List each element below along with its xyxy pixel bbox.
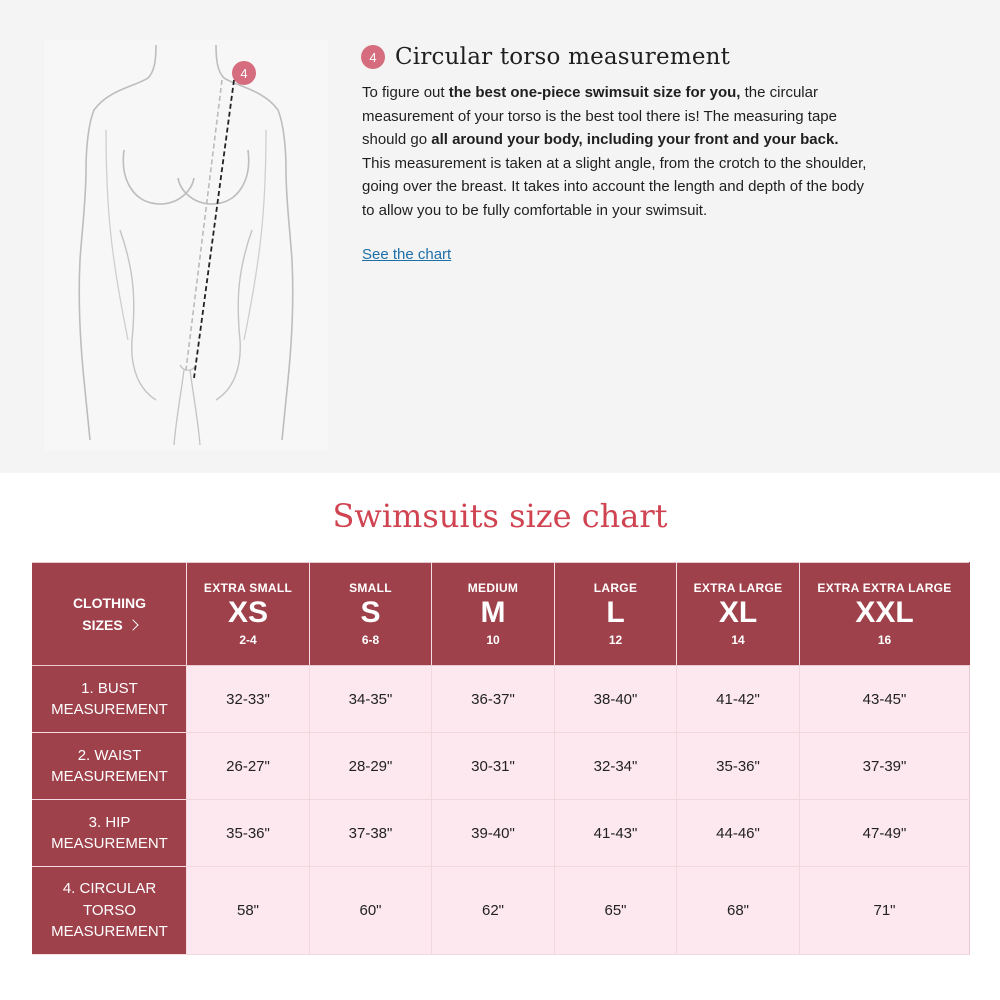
size-name: LARGE bbox=[593, 581, 638, 595]
size-number: 12 bbox=[608, 633, 623, 647]
table-cell: 47-49" bbox=[800, 800, 970, 867]
size-name: EXTRA SMALL bbox=[203, 581, 293, 595]
corner-label-line: SIZES bbox=[82, 617, 123, 633]
size-header-s bbox=[310, 563, 432, 666]
table-cell: 35-36" bbox=[677, 733, 800, 800]
table-cell: 62" bbox=[432, 867, 555, 955]
row-label-line: 4. CIRCULAR bbox=[62, 880, 157, 898]
size-name: MEDIUM bbox=[467, 581, 519, 595]
table-cell: 32-34" bbox=[555, 733, 677, 800]
table-row-waist bbox=[33, 733, 970, 800]
size-number: 10 bbox=[486, 633, 500, 647]
clothing-sizes-header[interactable] bbox=[33, 563, 187, 666]
row-label-line: TORSO bbox=[82, 901, 137, 919]
size-header-m bbox=[432, 563, 555, 666]
size-number: 14 bbox=[731, 633, 745, 647]
size-name: EXTRA EXTRA LARGE bbox=[817, 581, 952, 595]
size-number: 16 bbox=[877, 633, 892, 647]
table-cell: 43-45" bbox=[800, 666, 970, 733]
size-chart-title: Swimsuits size chart bbox=[332, 497, 668, 535]
table-cell: 41-43" bbox=[555, 800, 677, 867]
row-label-line: 1. BUST bbox=[81, 679, 138, 697]
table-cell: 36-37" bbox=[432, 666, 555, 733]
size-number: 2-4 bbox=[239, 633, 257, 647]
table-cell: 32-33" bbox=[187, 666, 310, 733]
row-label-bust bbox=[33, 666, 187, 733]
clothing-sizes-label bbox=[33, 592, 186, 636]
table-cell: 60" bbox=[310, 867, 432, 955]
body-illustration bbox=[44, 0, 328, 450]
size-number: 6-8 bbox=[361, 633, 380, 647]
figure-step-badge: 4 bbox=[240, 66, 248, 81]
step-text-bold: all around your body, including your front and your back. bbox=[431, 131, 839, 148]
step-heading bbox=[361, 44, 730, 70]
corner-label-line: CLOTHING bbox=[72, 595, 147, 611]
row-label-waist bbox=[33, 733, 187, 800]
row-label-line: MEASUREMENT bbox=[51, 835, 168, 852]
table-cell: 30-31" bbox=[432, 733, 555, 800]
table-cell: 35-36" bbox=[187, 800, 310, 867]
size-code: XS bbox=[227, 596, 269, 629]
size-code: M bbox=[480, 596, 506, 629]
chevron-right-icon bbox=[127, 619, 138, 630]
table-row-circular-torso bbox=[33, 867, 970, 955]
size-name: SMALL bbox=[349, 581, 392, 595]
step-number-badge: 4 bbox=[361, 45, 385, 69]
row-label-circular-torso bbox=[33, 867, 187, 955]
table-row-hip bbox=[33, 800, 970, 867]
table-cell: 44-46" bbox=[677, 800, 800, 867]
table-cell: 58" bbox=[187, 867, 310, 955]
see-chart-link[interactable]: See the chart bbox=[362, 246, 452, 263]
measurement-step-section bbox=[0, 0, 1000, 473]
row-label-line: MEASUREMENT bbox=[51, 923, 168, 941]
size-header-xs bbox=[187, 563, 310, 666]
table-cell: 37-38" bbox=[310, 800, 432, 867]
table-cell: 65" bbox=[555, 867, 677, 955]
step-text-part: This measurement is taken at a slight angle, from the crotch to the shoulder, going over the breast. It takes into account the length and depth of the body to allow you to be fully comfortable in your swimsuit. bbox=[362, 154, 867, 219]
row-label-line: 2. WAIST bbox=[77, 746, 142, 764]
size-header-xxl bbox=[800, 563, 970, 666]
table-row-bust bbox=[33, 666, 970, 733]
row-label-line: MEASUREMENT bbox=[51, 701, 168, 718]
row-label-line: 3. HIP bbox=[88, 813, 131, 831]
table-cell: 68" bbox=[677, 867, 800, 955]
table-cell: 38-40" bbox=[555, 666, 677, 733]
size-code: L bbox=[606, 596, 625, 629]
step-text-part: the circular measurement of your torso is the best tool there is! The measuring tape should go bbox=[362, 84, 837, 148]
table-cell: 71" bbox=[800, 867, 970, 955]
size-chart-table bbox=[32, 562, 970, 955]
table-cell: 39-40" bbox=[432, 800, 555, 867]
size-header-l bbox=[555, 563, 677, 666]
table-cell: 28-29" bbox=[310, 733, 432, 800]
size-name: EXTRA LARGE bbox=[693, 581, 783, 595]
table-cell: 26-27" bbox=[187, 733, 310, 800]
step-text-bold: the best one-piece swimsuit size for you, bbox=[448, 84, 741, 101]
size-header-xl bbox=[677, 563, 800, 666]
size-code: XXL bbox=[855, 596, 914, 629]
step-title: Circular torso measurement bbox=[395, 44, 731, 70]
table-cell: 37-39" bbox=[800, 733, 970, 800]
table-cell: 41-42" bbox=[677, 666, 800, 733]
step-text-part: To figure out bbox=[362, 84, 449, 101]
size-code: S bbox=[360, 596, 381, 629]
row-label-hip bbox=[33, 800, 187, 867]
step-description bbox=[362, 81, 867, 222]
size-code: XL bbox=[718, 596, 758, 629]
table-cell: 34-35" bbox=[310, 666, 432, 733]
row-label-line: MEASUREMENT bbox=[51, 768, 168, 785]
